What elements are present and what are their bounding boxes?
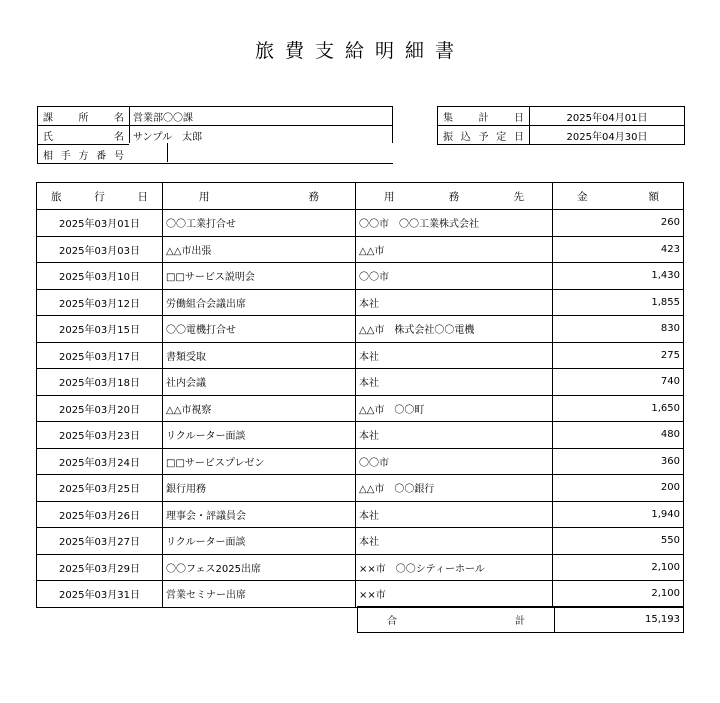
row-destination: ××市	[356, 581, 553, 608]
table-row	[37, 395, 684, 422]
row-purpose: 〇〇工業打合せ	[163, 210, 356, 237]
row-destination: 本社	[356, 369, 553, 396]
row-amount: 360	[553, 448, 684, 475]
table-row	[37, 581, 684, 608]
row-amount: 550	[553, 528, 684, 555]
table-row	[37, 316, 684, 343]
department-label: 課所名	[38, 107, 130, 126]
row-destination: 〇〇市 〇〇工業株式会社	[356, 210, 553, 237]
row-destination: 本社	[356, 422, 553, 449]
department-value: 営業部〇〇課	[130, 107, 393, 126]
row-purpose: 理事会・評議員会	[163, 501, 356, 528]
row-destination: 本社	[356, 501, 553, 528]
table-row	[37, 422, 684, 449]
row-purpose: 〇〇電機打合せ	[163, 316, 356, 343]
date-text: 旅 行 日	[51, 190, 148, 203]
row-purpose: 営業セミナー出席	[163, 581, 356, 608]
row-purpose: 労働組合会議出席	[163, 289, 356, 316]
row-date: 2025年03月27日	[37, 528, 163, 555]
row-destination: 本社	[356, 342, 553, 369]
row-date: 2025年03月20日	[37, 395, 163, 422]
row-destination: △△市 〇〇町	[356, 395, 553, 422]
row-date: 2025年03月24日	[37, 448, 163, 475]
transfer-date-label: 振込予定日	[438, 126, 530, 145]
name-label: 氏名	[38, 126, 130, 145]
table-row	[37, 289, 684, 316]
table-row	[37, 263, 684, 290]
row-amount: 830	[553, 316, 684, 343]
row-destination: ××市 〇〇シティーホール	[356, 554, 553, 581]
amount-text: 金 額	[577, 190, 659, 203]
row-amount: 423	[553, 236, 684, 263]
row-purpose: 〇〇フェス2025出席	[163, 554, 356, 581]
row-destination: 本社	[356, 528, 553, 555]
row-purpose: □□サービス説明会	[163, 263, 356, 290]
header-destination	[356, 183, 553, 210]
row-amount: 480	[553, 422, 684, 449]
row-destination: △△市 株式会社〇〇電機	[356, 316, 553, 343]
row-amount: 1,430	[553, 263, 684, 290]
row-destination: 〇〇市	[356, 448, 553, 475]
row-amount: 1,650	[553, 395, 684, 422]
row-amount: 1,855	[553, 289, 684, 316]
table-row	[37, 342, 684, 369]
table-row	[37, 210, 684, 237]
info-row	[438, 107, 685, 126]
info-right-table	[437, 106, 685, 145]
table-header-row	[37, 183, 684, 210]
table-row	[37, 528, 684, 555]
total-amount: 15,193	[555, 607, 684, 633]
header-date	[37, 183, 163, 210]
row-amount: 740	[553, 369, 684, 396]
total-label	[358, 607, 555, 633]
row-purpose: 銀行用務	[163, 475, 356, 502]
table-row	[37, 554, 684, 581]
payee-number-label: 相手方番号	[38, 145, 130, 164]
row-purpose: △△市視察	[163, 395, 356, 422]
purpose-text: 用 務	[199, 190, 319, 203]
table-row	[37, 475, 684, 502]
row-destination: 〇〇市	[356, 263, 553, 290]
row-date: 2025年03月17日	[37, 342, 163, 369]
travel-detail-table	[36, 182, 684, 608]
row-date: 2025年03月18日	[37, 369, 163, 396]
row-date: 2025年03月03日	[37, 236, 163, 263]
total-row	[358, 607, 684, 633]
summary-date-label: 集計日	[438, 107, 530, 126]
info-row	[438, 126, 685, 145]
total-table	[357, 606, 684, 633]
row-amount: 1,940	[553, 501, 684, 528]
row-date: 2025年03月01日	[37, 210, 163, 237]
row-amount: 2,100	[553, 554, 684, 581]
row-purpose: 書類受取	[163, 342, 356, 369]
row-date: 2025年03月23日	[37, 422, 163, 449]
row-date: 2025年03月25日	[37, 475, 163, 502]
table-row	[37, 448, 684, 475]
row-date: 2025年03月10日	[37, 263, 163, 290]
row-date: 2025年03月29日	[37, 554, 163, 581]
row-amount: 260	[553, 210, 684, 237]
row-destination: △△市 〇〇銀行	[356, 475, 553, 502]
table-row	[37, 369, 684, 396]
header-amount	[553, 183, 684, 210]
header-purpose	[163, 183, 356, 210]
row-purpose: リクルーター面談	[163, 422, 356, 449]
row-date: 2025年03月26日	[37, 501, 163, 528]
row-amount: 200	[553, 475, 684, 502]
page-title: 旅費支給明細書	[254, 40, 465, 62]
row-amount: 2,100	[553, 581, 684, 608]
row-purpose: □□サービスプレゼン	[163, 448, 356, 475]
info-row	[38, 107, 393, 126]
total-label-left: 合	[387, 616, 397, 627]
row-destination: △△市	[356, 236, 553, 263]
row-date: 2025年03月31日	[37, 581, 163, 608]
destination-text: 用 務 先	[384, 190, 524, 203]
row-date: 2025年03月15日	[37, 316, 163, 343]
row-date: 2025年03月12日	[37, 289, 163, 316]
table-row	[37, 236, 684, 263]
table-row	[37, 501, 684, 528]
total-label-right: 計	[515, 616, 525, 627]
row-amount: 275	[553, 342, 684, 369]
row-destination: 本社	[356, 289, 553, 316]
transfer-date-value: 2025年04月30日	[530, 126, 685, 145]
row-purpose: 社内会議	[163, 369, 356, 396]
row-purpose: リクルーター面談	[163, 528, 356, 555]
summary-date-value: 2025年04月01日	[530, 107, 685, 126]
row-purpose: △△市出張	[163, 236, 356, 263]
name-value: サンプル 太郎	[130, 126, 393, 145]
info-row	[38, 126, 393, 145]
